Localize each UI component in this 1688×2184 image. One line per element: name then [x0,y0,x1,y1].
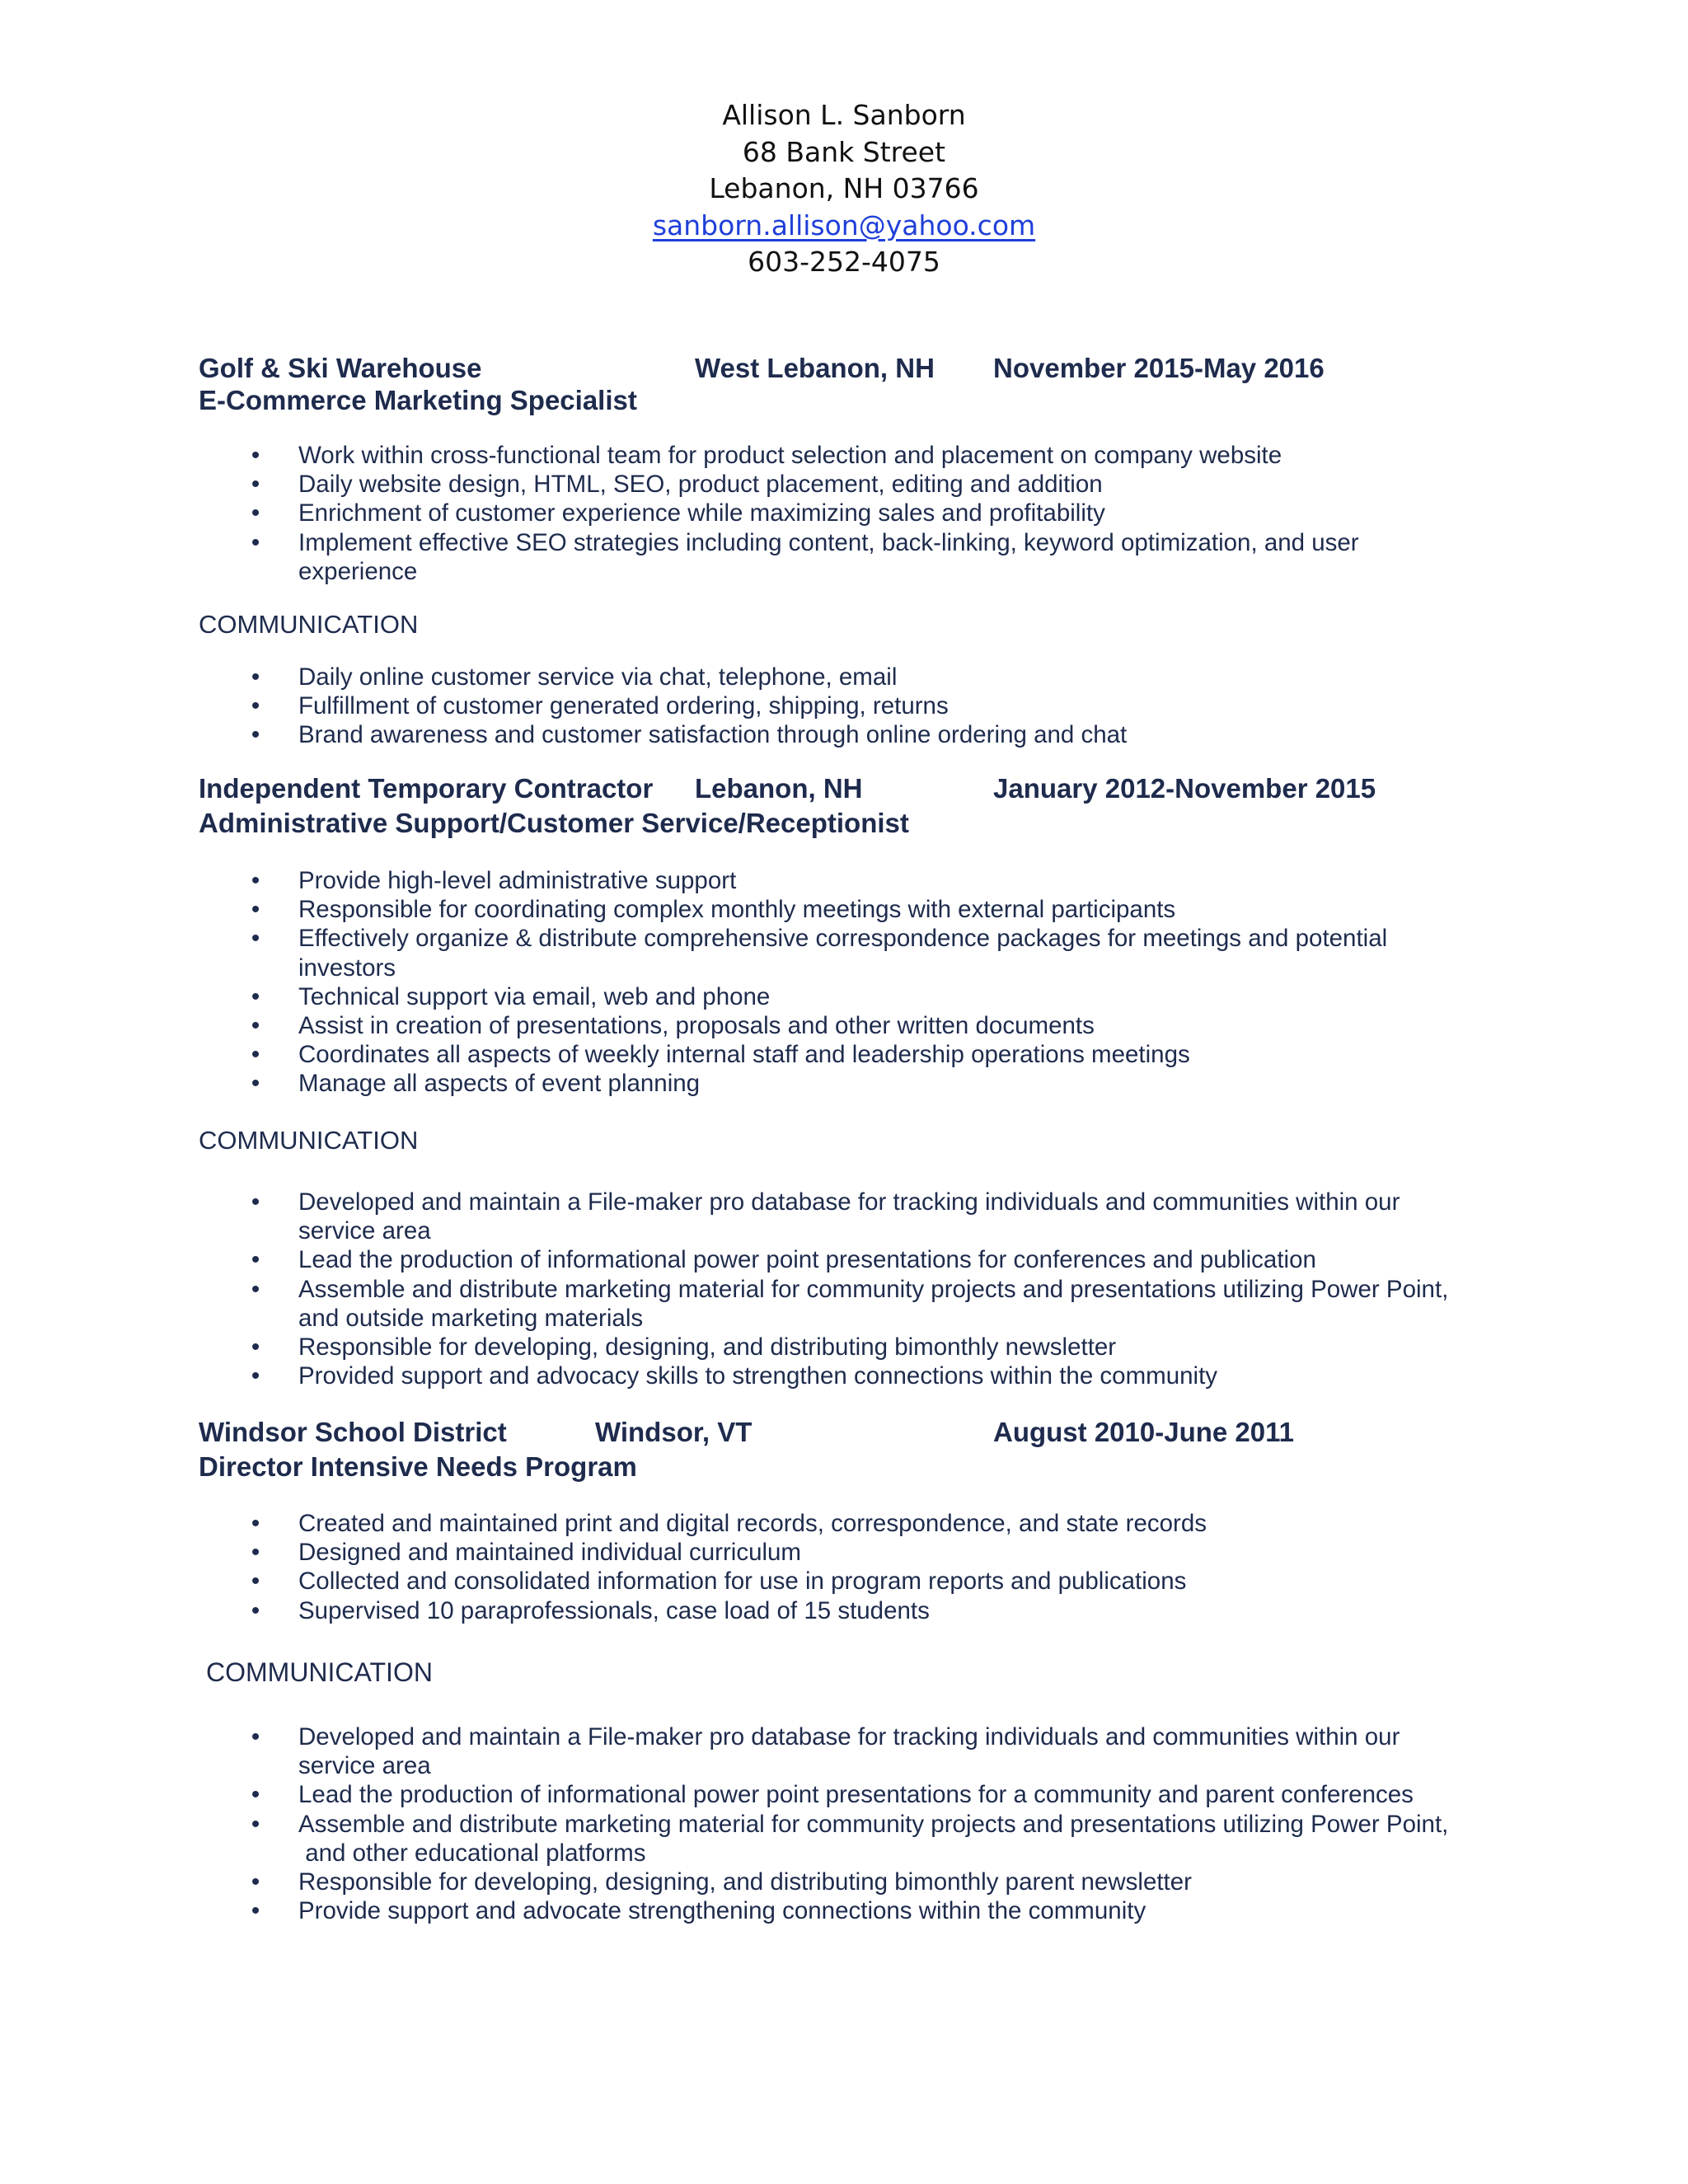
job-title: E-Commerce Marketing Specialist [199,385,637,415]
street-address: 68 Bank Street [742,135,946,168]
city-state-zip: Lebanon, NH 03766 [709,172,979,205]
list-item: • Daily website design, HTML, SEO, product placement, editing and addition [251,471,1103,499]
list-item: • Responsible for developing, designing, and distributing bimonthly parent newsletter [251,1868,1192,1896]
job-duties-list [247,1509,1500,1625]
list-item: • Lead the production of informational power point presentations for conferences and publication [251,1246,1316,1274]
list-item: • Collected and consolidated information for use in program reports and publications [251,1568,1187,1596]
list-item: • Responsible for coordinating complex monthly meetings with external participants [251,896,1176,924]
list-item: • Designed and maintained individual curriculum [251,1539,802,1567]
list-item: • Manage all aspects of event planning [251,1070,701,1098]
list-item: • Supervised 10 paraprofessionals, case load of 15 students [251,1596,930,1624]
list-item: • Created and maintained print and digital records, correspondence, and state records [251,1510,1207,1537]
list-item: • Coordinates all aspects of weekly internal staff and leadership operations meetings [251,1041,1190,1069]
list-item: • Assemble and distribute marketing material for community projects and presentations utilizing Power Point, and other educational platforms [251,1810,1449,1867]
section-heading: COMMUNICATION [206,1657,433,1687]
list-item: • Daily online customer service via chat, telephone, email [251,663,898,691]
list-item: • Fulfillment of customer generated ordering, shipping, returns [251,692,949,720]
email-link[interactable]: sanborn.allison@yahoo.com [652,209,1036,241]
job-employer: Windsor School District [199,1417,507,1447]
list-item: • Developed and maintain a File-maker pro database for tracking individuals and communities within our service area [251,1723,1400,1780]
list-item: • Effectively organize & distribute comprehensive correspondence packages for meetings and potential investors [251,925,1388,982]
job-title: Director Intensive Needs Program [199,1451,637,1482]
list-item: • Implement effective SEO strategies including content, back-linking, keyword optimization, and user experience [251,528,1359,585]
job-duties-list [247,441,1500,586]
communication-list [247,663,1500,750]
job-duties-list [247,866,1500,1099]
list-item: • Technical support via email, web and phone [251,982,771,1010]
list-item: • Provide high-level administrative support [251,867,737,894]
contact-header [0,97,1688,281]
list-item: • Assist in creation of presentations, proposals and other written documents [251,1012,1095,1040]
section-heading: COMMUNICATION [199,610,419,639]
job-title: Administrative Support/Customer Service/Receptionist [199,808,909,838]
list-item: • Developed and maintain a File-maker pro database for tracking individuals and communities within our service area [251,1188,1400,1245]
job-employer: Golf & Ski Warehouse [199,353,482,383]
communication-list [247,1188,1500,1390]
applicant-name: Allison L. Sanborn [722,99,966,131]
list-item: • Enrichment of customer experience while maximizing sales and profitability [251,499,1105,527]
communication-list [247,1722,1500,1925]
list-item: • Work within cross-functional team for product selection and placement on company website [251,442,1282,469]
list-item: • Provide support and advocate strengthening connections within the community [251,1897,1146,1925]
job-dates: January 2012-November 2015 [993,773,1376,804]
job-employer: Independent Temporary Contractor [199,773,654,804]
list-item: • Assemble and distribute marketing material for community projects and presentations utilizing Power Point, and outside marketing materials [251,1275,1449,1332]
job-location: Windsor, VT [595,1417,753,1447]
list-item: • Responsible for developing, designing, and distributing bimonthly newsletter [251,1333,1117,1361]
list-item: • Lead the production of informational power point presentations for a community and parent conferences [251,1781,1414,1809]
job-dates: November 2015-May 2016 [993,353,1325,383]
list-item: • Brand awareness and customer satisfaction through online ordering and chat [251,721,1128,749]
job-dates: August 2010-June 2011 [993,1417,1294,1447]
phone-number: 603-252-4075 [748,246,940,279]
section-heading: COMMUNICATION [199,1126,419,1155]
list-item: • Provided support and advocacy skills to strengthen connections within the community [251,1362,1218,1390]
job-location: West Lebanon, NH [695,353,935,383]
job-location: Lebanon, NH [695,773,863,804]
